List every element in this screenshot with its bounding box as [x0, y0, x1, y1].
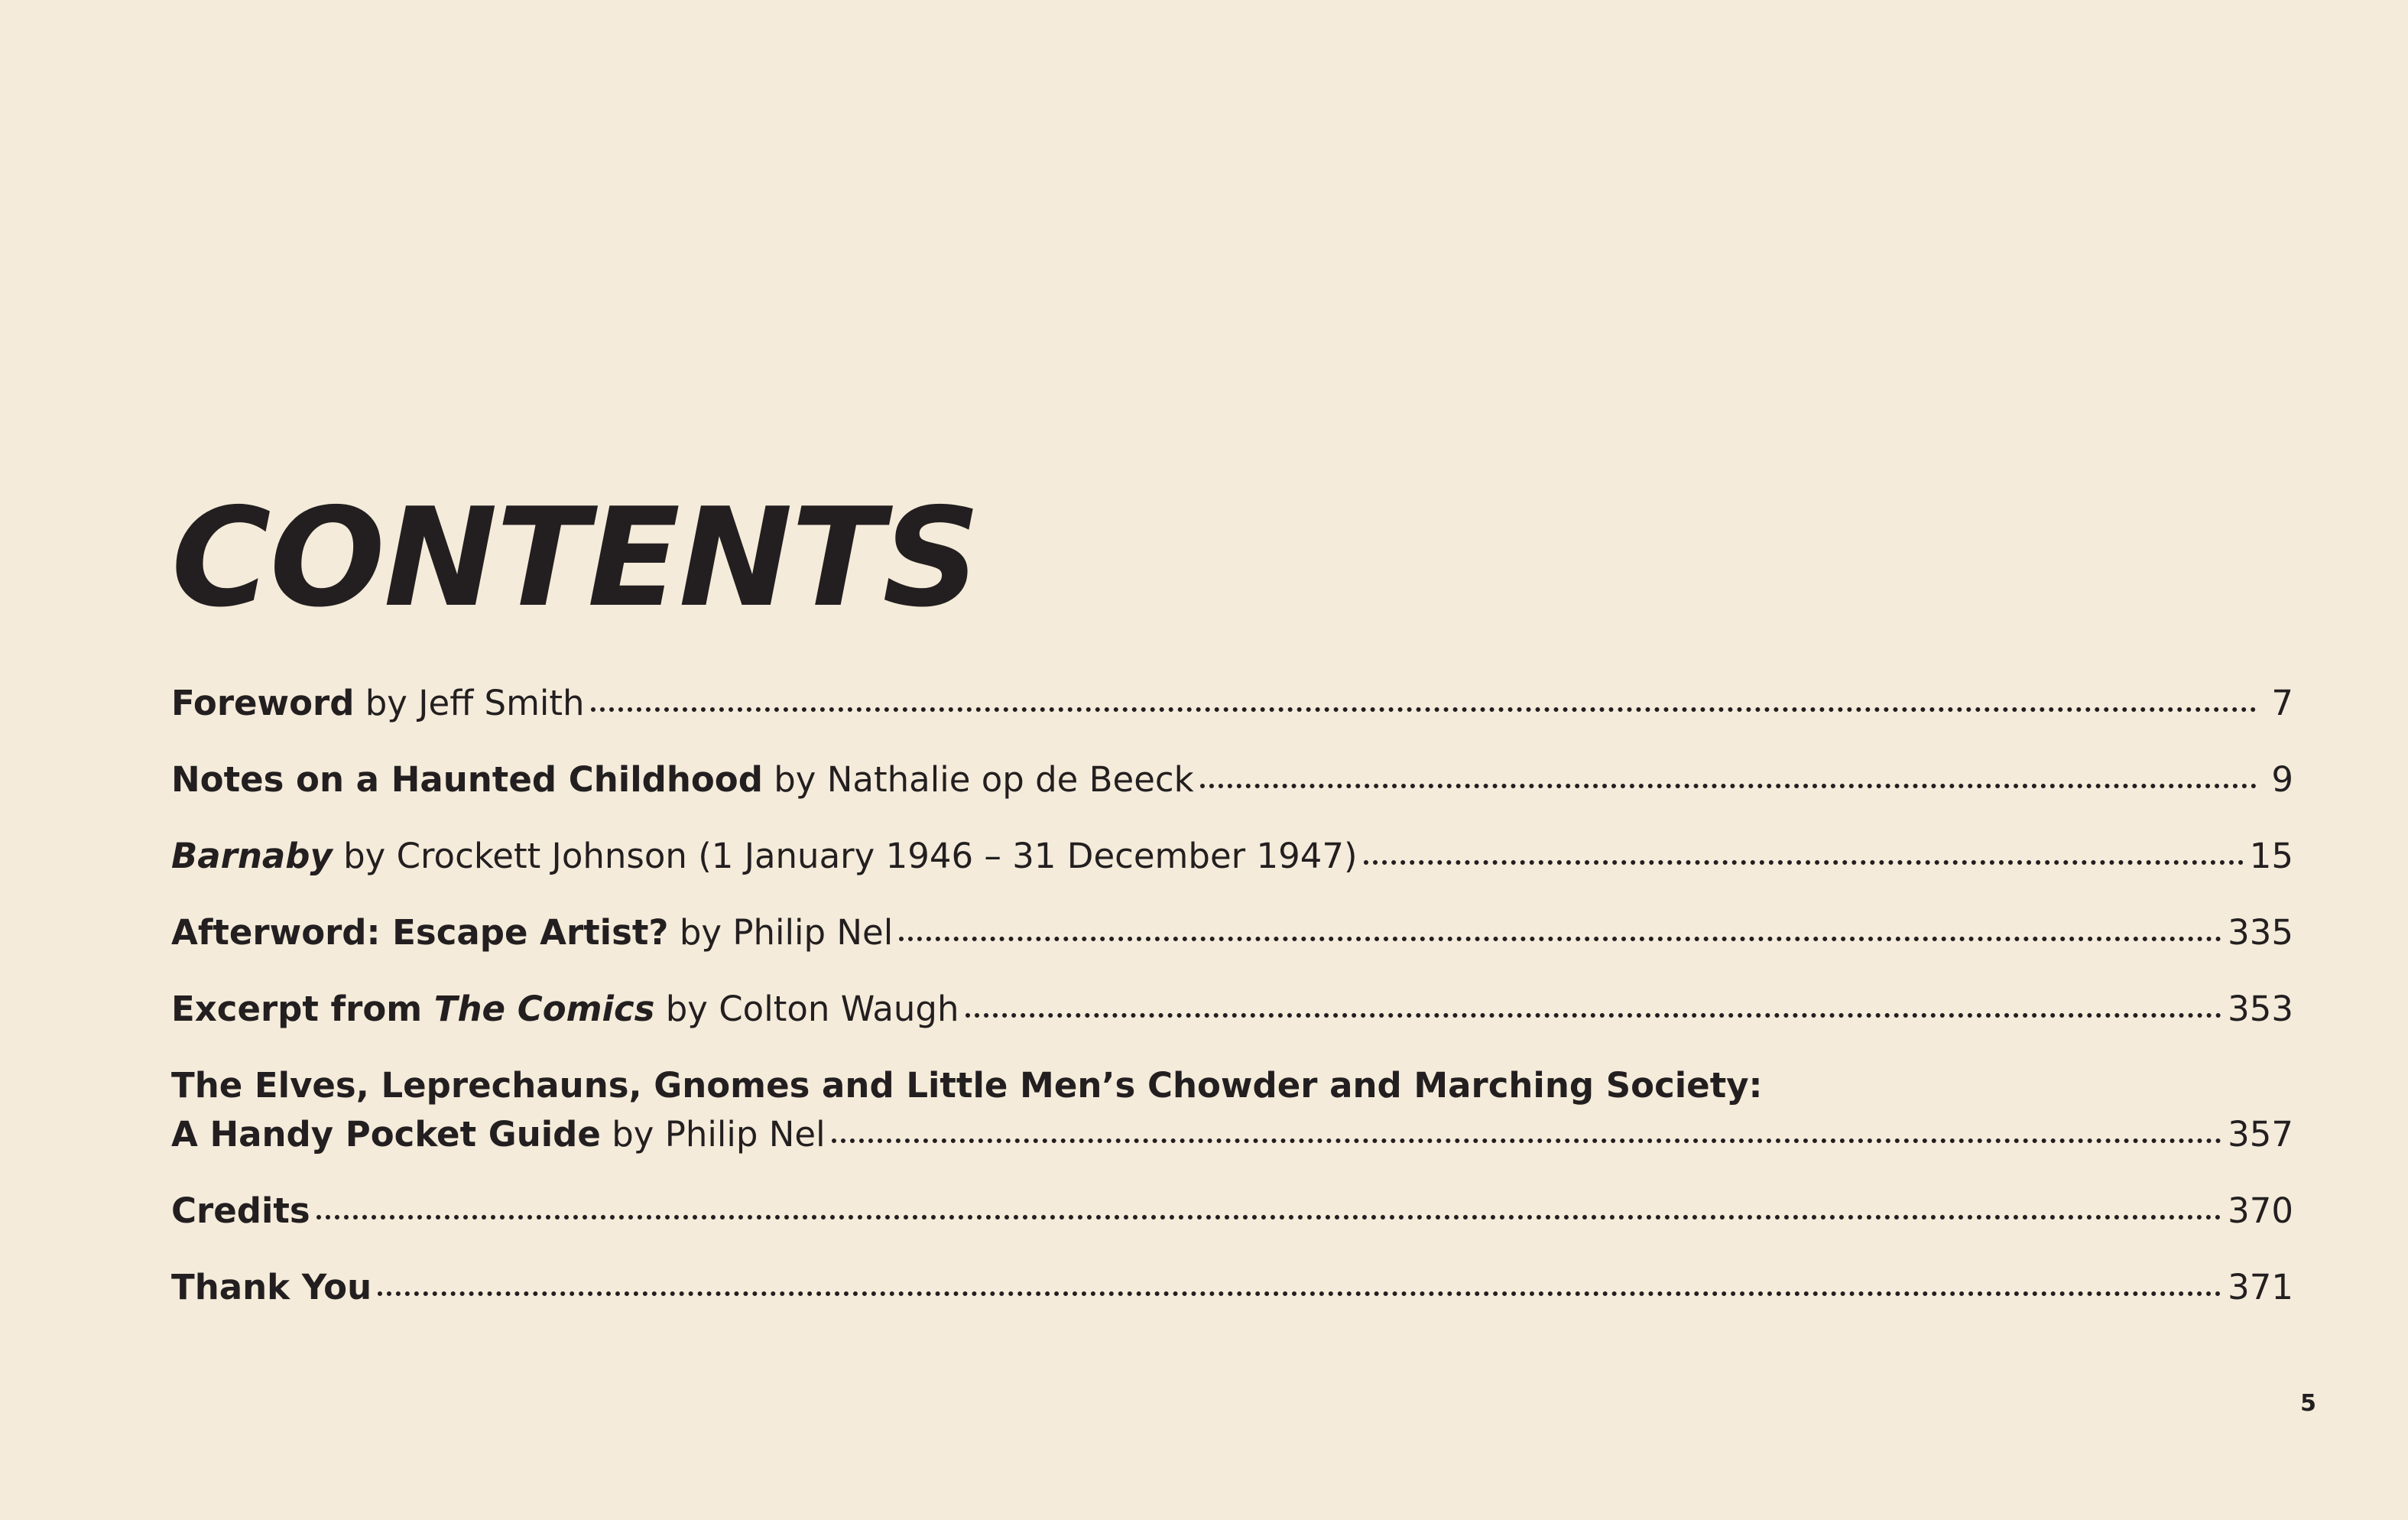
- entry-title: Credits: [171, 1190, 310, 1231]
- dot-leader: [591, 700, 2257, 712]
- entry-title: Thank You: [171, 1267, 372, 1307]
- entry-page-number: 15: [2249, 836, 2293, 876]
- entry-title-italic: The Comics: [433, 989, 655, 1029]
- dot-leader: [832, 1131, 2222, 1143]
- entry-author: by Jeff Smith: [354, 683, 585, 723]
- entry-page-number: 371: [2228, 1267, 2293, 1307]
- entry-page-number: 335: [2228, 912, 2293, 953]
- dot-leader: [965, 1005, 2222, 1018]
- page-title: CONTENTS: [171, 479, 979, 637]
- entry-page-number: 370: [2228, 1190, 2293, 1231]
- entry-title: Excerpt from: [171, 989, 434, 1029]
- table-of-contents: [171, 679, 2293, 1340]
- entry-author: by Philip Nel: [600, 1114, 826, 1155]
- dot-leader: [1364, 853, 2244, 865]
- dot-leader: [899, 929, 2221, 941]
- toc-entry-barnaby: [171, 832, 2293, 881]
- entry-title: Afterword: Escape Artist?: [171, 912, 669, 953]
- entry-author: by Colton Waugh: [654, 989, 959, 1029]
- entry-title: A Handy Pocket Guide: [171, 1114, 601, 1155]
- toc-entry-thank-you: [171, 1263, 2293, 1312]
- entry-title-line1: The Elves, Leprechauns, Gnomes and Little Men’s Chowder and Marching Society:: [171, 1065, 1763, 1106]
- entry-page-number: 9: [2271, 759, 2293, 800]
- dot-leader: [316, 1207, 2221, 1220]
- entry-page-number: 7: [2271, 683, 2293, 723]
- toc-entry-pocket-guide: [171, 1061, 2293, 1159]
- dot-leader: [1200, 776, 2257, 788]
- entry-page-number: 353: [2228, 989, 2293, 1029]
- entry-author: by Philip Nel: [668, 912, 894, 953]
- entry-page-number: 357: [2228, 1114, 2293, 1155]
- entry-title: Foreword: [171, 683, 355, 723]
- toc-entry-excerpt: [171, 985, 2293, 1034]
- entry-author: by Crockett Johnson (1 January 1946 – 31 December 1947): [332, 836, 1358, 876]
- toc-entry-foreword: [171, 679, 2293, 728]
- entry-title: Notes on a Haunted Childhood: [171, 759, 763, 800]
- entry-author: by Nathalie op de Beeck: [762, 759, 1194, 800]
- dot-leader: [378, 1284, 2221, 1296]
- toc-entry-notes: [171, 755, 2293, 804]
- page-number: 5: [2300, 1390, 2316, 1417]
- toc-entry-credits: [171, 1187, 2293, 1236]
- toc-entry-afterword: [171, 908, 2293, 957]
- entry-title: Barnaby: [171, 836, 333, 876]
